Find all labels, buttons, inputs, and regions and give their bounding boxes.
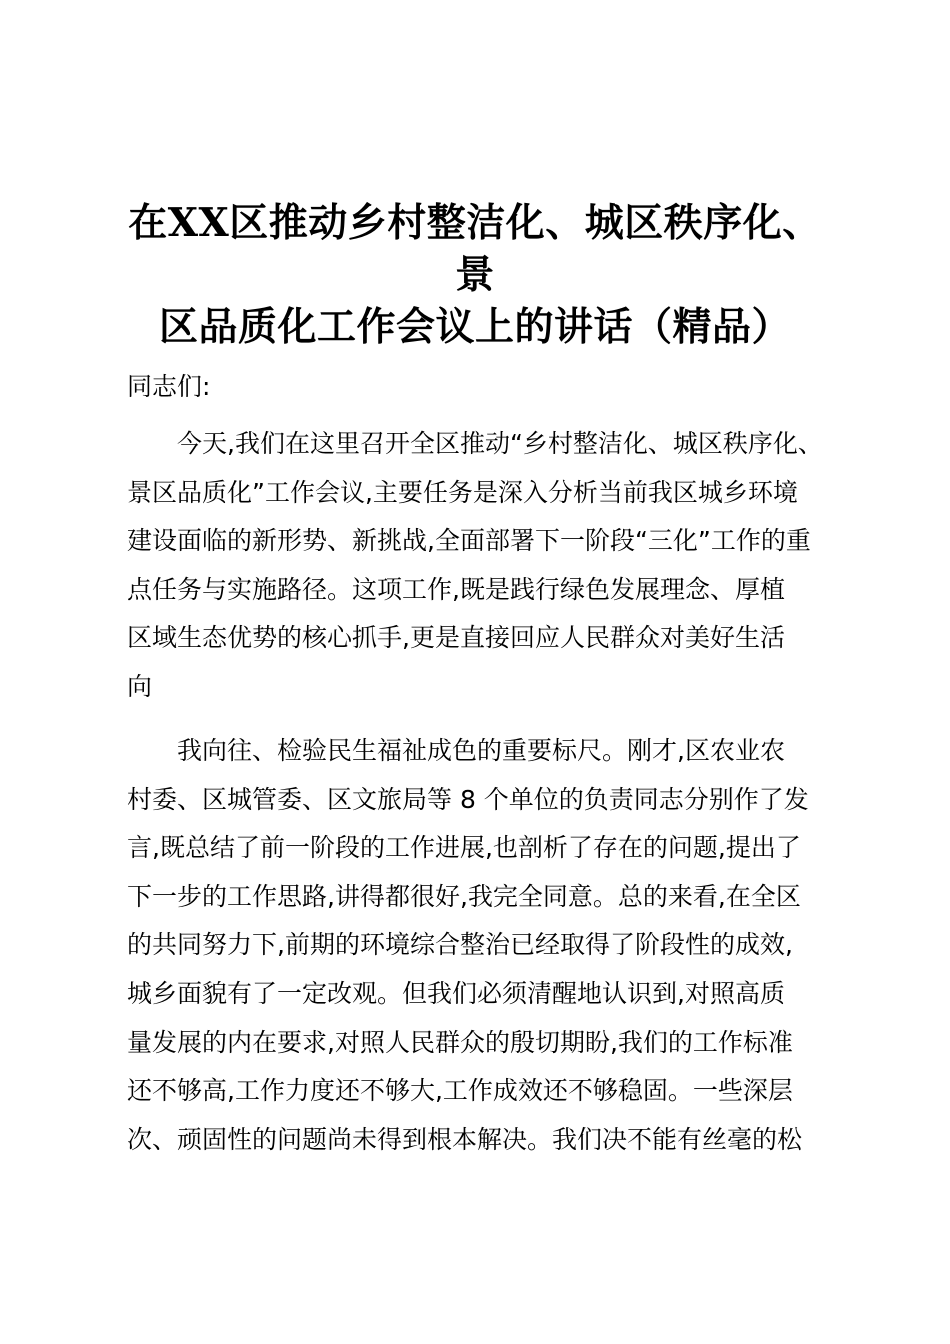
title-line: 区品质化工作会议上的讲话（精品）	[158, 304, 791, 350]
text-line: 景区品质化”工作会议,主要任务是深入分析当前我区城乡环境	[127, 477, 798, 507]
paragraph-1	[127, 420, 827, 712]
text-line: 次、顽固性的问题尚未得到根本解决。我们决不能有丝毫的松	[127, 1124, 803, 1154]
text-line: 今天,我们在这里召开全区推动“乡村整洁化、城区秩序化、	[177, 429, 823, 458]
text-line: 城乡面貌有了一定改观。但我们必须清醒地认识到,对照高质	[127, 978, 785, 1008]
text-line: 建设面临的新形势、新挑战,全面部署下一阶段“三化”工作的重	[127, 526, 811, 556]
salutation: 同志们:	[127, 372, 211, 401]
text-line: 下一步的工作思路,讲得都很好,我完全同意。总的来看,在全区	[127, 881, 801, 911]
document-title	[110, 197, 840, 353]
text-line: 区域生态优势的核心抓手,更是直接回应人民群众对美好生活	[127, 623, 785, 653]
text-line: 量发展的内在要求,对照人民群众的殷切期盼,我们的工作标准	[127, 1027, 793, 1057]
title-line: 在XX区推动乡村整洁化、城区秩序化、景	[128, 200, 822, 298]
text-line: 村委、区城管委、区文旅局等 8 个单位的负责同志分别作了发	[127, 784, 809, 814]
text-line: 的共同努力下,前期的环境综合整治已经取得了阶段性的成效,	[127, 930, 793, 960]
paragraph-2	[127, 727, 827, 1164]
text-line: 向	[127, 671, 153, 701]
text-line: 我向往、检验民生福祉成色的重要标尺。刚才,区农业农	[177, 736, 785, 765]
text-line: 点任务与实施路径。这项工作,既是践行绿色发展理念、厚植	[127, 574, 785, 604]
text-line: 言,既总结了前一阶段的工作进展,也剖析了存在的问题,提出了	[127, 833, 801, 863]
text-line: 还不够高,工作力度还不够大,工作成效还不够稳固。一些深层	[127, 1076, 793, 1106]
